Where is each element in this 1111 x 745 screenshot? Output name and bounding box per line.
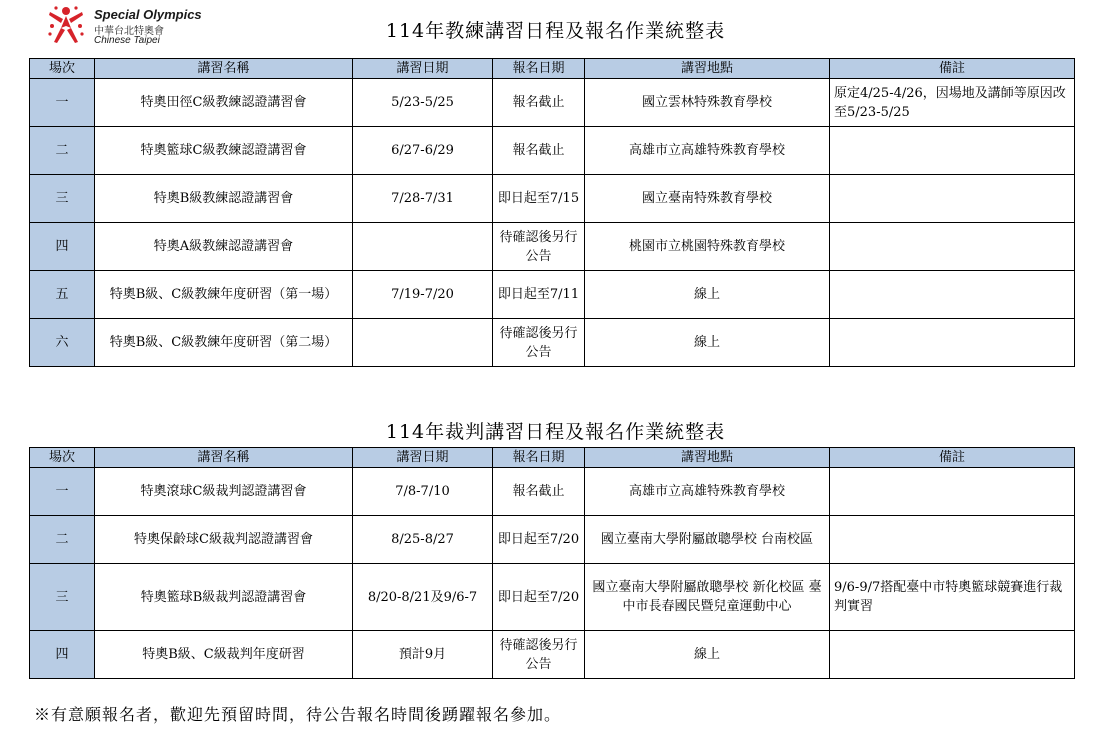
venue: 線上 bbox=[585, 319, 830, 367]
registration-date: 即日起至7/15 bbox=[493, 175, 585, 223]
registration-date: 即日起至7/11 bbox=[493, 271, 585, 319]
note bbox=[830, 271, 1075, 319]
header-venue: 講習地點 bbox=[585, 448, 830, 468]
course-date: 6/27-6/29 bbox=[353, 127, 493, 175]
course-date: 預計9月 bbox=[353, 631, 493, 679]
header-course-name: 講習名稱 bbox=[95, 448, 353, 468]
session-number: 二 bbox=[30, 516, 95, 564]
course-name: 特奧B級、C級教練年度研習（第一場） bbox=[95, 271, 353, 319]
referee-table-title: 114年裁判講習日程及報名作業統整表 bbox=[385, 421, 726, 443]
course-name: 特奧籃球C級教練認證講習會 bbox=[95, 127, 353, 175]
table-row bbox=[30, 631, 1075, 679]
course-date: 8/20-8/21及9/6-7 bbox=[353, 564, 493, 631]
logo-subtitle: Chinese Taipei bbox=[94, 35, 160, 46]
logo-title: Special Olympics bbox=[94, 7, 202, 22]
registration-date: 報名截止 bbox=[493, 79, 585, 127]
table-row bbox=[30, 223, 1075, 271]
registration-date: 報名截止 bbox=[493, 468, 585, 516]
footer-notice: ※有意願報名者，歡迎先預留時間，待公告報名時間後踴躍報名參加。 bbox=[34, 705, 562, 724]
session-number: 三 bbox=[30, 175, 95, 223]
header-course-date: 講習日期 bbox=[353, 448, 493, 468]
session-number: 二 bbox=[30, 127, 95, 175]
header-session: 場次 bbox=[30, 59, 95, 79]
registration-date: 待確認後另行公告 bbox=[493, 319, 585, 367]
course-name: 特奧滾球C級裁判認證講習會 bbox=[95, 468, 353, 516]
venue: 線上 bbox=[585, 271, 830, 319]
registration-date: 報名截止 bbox=[493, 127, 585, 175]
table-header-row bbox=[30, 448, 1075, 468]
header-note: 備註 bbox=[830, 448, 1075, 468]
venue: 國立臺南大學附屬啟聰學校 台南校區 bbox=[585, 516, 830, 564]
session-number: 六 bbox=[30, 319, 95, 367]
course-date: 7/19-7/20 bbox=[353, 271, 493, 319]
course-date bbox=[353, 319, 493, 367]
header-course-date: 講習日期 bbox=[353, 59, 493, 79]
referee-schedule-table bbox=[29, 447, 1075, 679]
session-number: 五 bbox=[30, 271, 95, 319]
course-date: 5/23-5/25 bbox=[353, 79, 493, 127]
note bbox=[830, 319, 1075, 367]
session-number: 四 bbox=[30, 223, 95, 271]
table-row bbox=[30, 79, 1075, 127]
course-name: 特奧保齡球C級裁判認證講習會 bbox=[95, 516, 353, 564]
note bbox=[830, 127, 1075, 175]
course-name: 特奧B級、C級教練年度研習（第二場） bbox=[95, 319, 353, 367]
note bbox=[830, 631, 1075, 679]
table-row bbox=[30, 516, 1075, 564]
registration-date: 待確認後另行公告 bbox=[493, 631, 585, 679]
venue: 國立臺南大學附屬啟聰學校 新化校區 臺中市長春國民暨兒童運動中心 bbox=[585, 564, 830, 631]
coach-schedule-table bbox=[29, 58, 1075, 367]
course-name: 特奧A級教練認證講習會 bbox=[95, 223, 353, 271]
venue: 國立雲林特殊教育學校 bbox=[585, 79, 830, 127]
table-row bbox=[30, 271, 1075, 319]
note bbox=[830, 223, 1075, 271]
header-registration-date: 報名日期 bbox=[493, 59, 585, 79]
note bbox=[830, 175, 1075, 223]
session-number: 一 bbox=[30, 79, 95, 127]
venue: 高雄市立高雄特殊教育學校 bbox=[585, 127, 830, 175]
table-row bbox=[30, 127, 1075, 175]
course-date: 8/25-8/27 bbox=[353, 516, 493, 564]
header-registration-date: 報名日期 bbox=[493, 448, 585, 468]
session-number: 一 bbox=[30, 468, 95, 516]
logo-chinese-name: 中華台北特奧會 bbox=[94, 26, 164, 37]
table-row bbox=[30, 564, 1075, 631]
table-row bbox=[30, 319, 1075, 367]
note bbox=[830, 516, 1075, 564]
session-number: 三 bbox=[30, 564, 95, 631]
venue: 線上 bbox=[585, 631, 830, 679]
note bbox=[830, 468, 1075, 516]
session-number: 四 bbox=[30, 631, 95, 679]
header-course-name: 講習名稱 bbox=[95, 59, 353, 79]
header-venue: 講習地點 bbox=[585, 59, 830, 79]
course-name: 特奧B級、C級裁判年度研習 bbox=[95, 631, 353, 679]
header-note: 備註 bbox=[830, 59, 1075, 79]
note: 原定4/25-4/26，因場地及講師等原因改至5/23-5/25 bbox=[830, 79, 1075, 127]
course-date: 7/28-7/31 bbox=[353, 175, 493, 223]
venue: 國立臺南特殊教育學校 bbox=[585, 175, 830, 223]
registration-date: 即日起至7/20 bbox=[493, 564, 585, 631]
course-name: 特奧B級教練認證講習會 bbox=[95, 175, 353, 223]
table-row bbox=[30, 175, 1075, 223]
course-name: 特奧田徑C級教練認證講習會 bbox=[95, 79, 353, 127]
table-row bbox=[30, 468, 1075, 516]
course-date: 7/8-7/10 bbox=[353, 468, 493, 516]
registration-date: 待確認後另行公告 bbox=[493, 223, 585, 271]
course-name: 特奧籃球B級裁判認證講習會 bbox=[95, 564, 353, 631]
note: 9/6-9/7搭配臺中市特奧籃球競賽進行裁判實習 bbox=[830, 564, 1075, 631]
course-date bbox=[353, 223, 493, 271]
venue: 桃園市立桃園特殊教育學校 bbox=[585, 223, 830, 271]
header-session: 場次 bbox=[30, 448, 95, 468]
table-header-row bbox=[30, 59, 1075, 79]
registration-date: 即日起至7/20 bbox=[493, 516, 585, 564]
coach-table-title: 114年教練講習日程及報名作業統整表 bbox=[385, 20, 726, 42]
venue: 高雄市立高雄特殊教育學校 bbox=[585, 468, 830, 516]
